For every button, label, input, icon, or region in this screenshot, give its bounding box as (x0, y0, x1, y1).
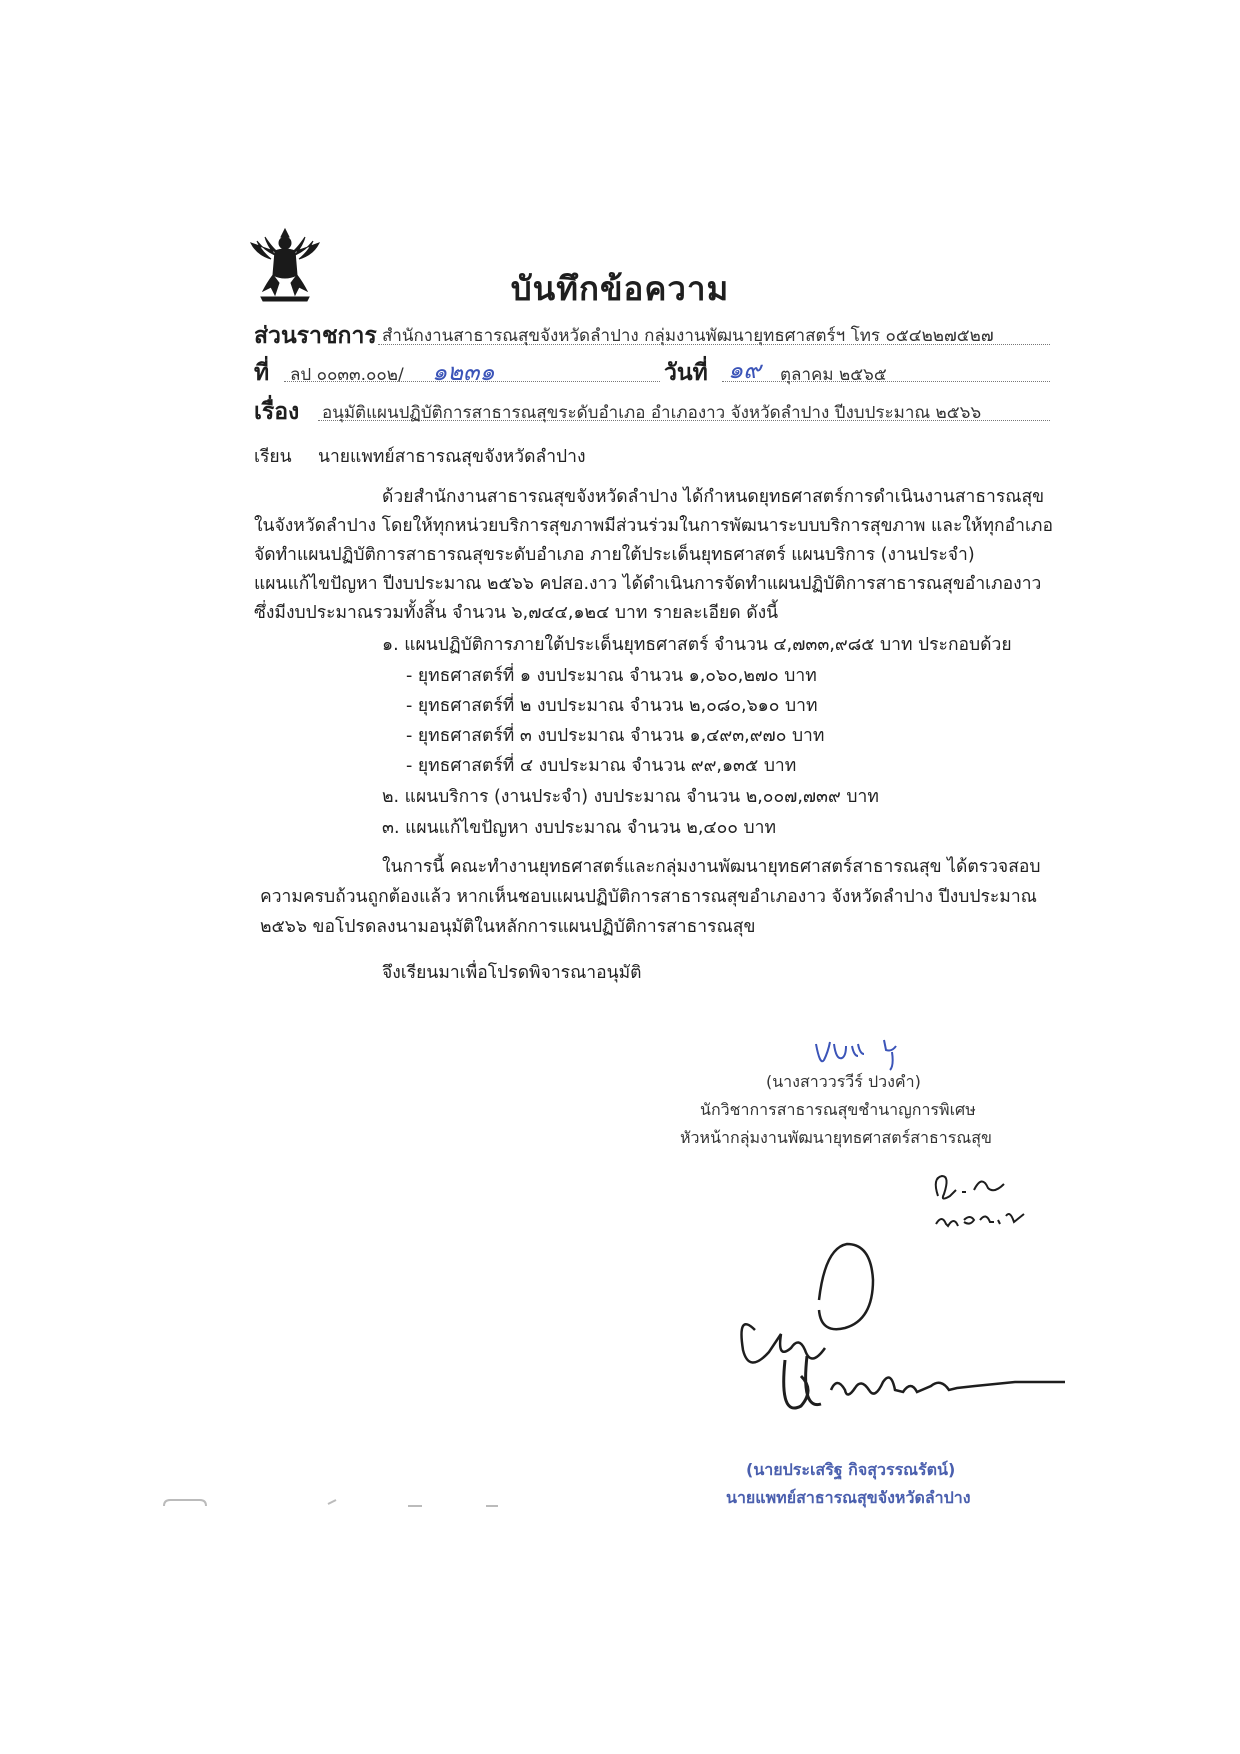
memo-title: บันทึกข้อความ (510, 269, 730, 308)
salutation-label: เรียน (254, 447, 292, 467)
strategy-item: - ยุทธศาสตร์ที่ ๒ งบประมาณ จำนวน ๒,๐๘๐,๖๑๐ บาท (406, 696, 818, 716)
paragraph-2-line: ในการนี้ คณะทำงานยุทธศาสตร์และกลุ่มงานพัฒนายุทธศาสตร์สาธารณสุข ได้ตรวจสอบ (382, 857, 1041, 877)
ref-label: ที่ (254, 360, 270, 386)
strategy-item: - ยุทธศาสตร์ที่ ๑ งบประมาณ จำนวน ๑,๐๖๐,๒๗๐ บาท (406, 666, 817, 686)
plan-item: ๑. แผนปฏิบัติการภายใต้ประเด็นยุทธศาสตร์ จำนวน ๔,๗๓๓,๙๘๕ บาท ประกอบด้วย (382, 635, 1012, 655)
signer-2-name: (นายประเสริฐ กิจสุวรรณรัตน์) (746, 1460, 956, 1479)
salutation-value: นายแพทย์สาธารณสุขจังหวัดลำปาง (318, 447, 586, 467)
signature-1 (812, 1030, 922, 1074)
scan-artifact (160, 1496, 510, 1510)
signer-1-position: นักวิชาการสาธารณสุขชำนาญการพิเศษ (700, 1100, 976, 1119)
agency-label: ส่วนราชการ (254, 323, 377, 349)
plan-item: ๓. แผนแก้ไขปัญหา งบประมาณ จำนวน ๒,๔๐๐ บาท (382, 818, 777, 838)
subject-value: อนุมัติแผนปฏิบัติการสาธารณสุขระดับอำเภอ อำเภองาว จังหวัดลำปาง ปีงบประมาณ ๒๕๖๖ (322, 403, 982, 423)
signer-1-position: หัวหน้ากลุ่มงานพัฒนายุทธศาสตร์สาธารณสุข (680, 1128, 992, 1147)
paragraph-1-line: แผนแก้ไขปัญหา ปีงบประมาณ ๒๕๖๖ คปสอ.งาว ได้ดำเนินการจัดทำแผนปฏิบัติการสาธารณสุขอำเภองาว (254, 574, 1042, 594)
signer-2-position: นายแพทย์สาธารณสุขจังหวัดลำปาง (726, 1488, 971, 1507)
strategy-item: - ยุทธศาสตร์ที่ ๓ งบประมาณ จำนวน ๑,๔๙๓,๙๗๐ บาท (406, 726, 825, 746)
handwritten-annotation (924, 1164, 1034, 1244)
signer-1-name: (นางสาววรวีร์ ปวงคำ) (766, 1072, 921, 1091)
plan-item: ๒. แผนบริการ (งานประจำ) งบประมาณ จำนวน ๒,๐๐๗,๗๓๙ บาท (382, 787, 879, 807)
paragraph-1-line: ในจังหวัดลำปาง โดยให้ทุกหน่วยบริการสุขภาพมีส่วนร่วมในการพัฒนาระบบบริการสุขภาพ และให้ทุกอำเภอ (254, 516, 1053, 536)
paragraph-2-line: ความครบถ้วนถูกต้องแล้ว หากเห็นชอบแผนปฏิบัติการสาธารณสุขอำเภองาว จังหวัดลำปาง ปีงบประมาณ (260, 887, 1037, 907)
date-day-handwritten: ๑๙ (728, 356, 761, 384)
strategy-item: - ยุทธศาสตร์ที่ ๔ งบประมาณ จำนวน ๙๙,๑๓๕ บาท (406, 756, 797, 776)
subject-label: เรื่อง (254, 399, 300, 425)
closing-line: จึงเรียนมาเพื่อโปรดพิจารณาอนุมัติ (382, 963, 642, 983)
date-label: วันที่ (664, 360, 708, 386)
paragraph-1-line: ซึ่งมีงบประมาณรวมทั้งสิ้น จำนวน ๖,๗๔๔,๑๒๔ บาท รายละเอียด ดังนี้ (254, 603, 779, 623)
signature-2 (735, 1240, 1095, 1430)
ref-number-handwritten: ๑๒๓๑ (432, 358, 495, 386)
ref-value: ลป ๐๐๓๓.๐๐๒/ (290, 365, 404, 385)
paragraph-2-line: ๒๕๖๖ ขอโปรดลงนามอนุมัติในหลักการแผนปฏิบัติการสาธารณสุข (260, 917, 756, 937)
paragraph-1-line: ด้วยสำนักงานสาธารณสุขจังหวัดลำปาง ได้กำหนดยุทธศาสตร์การดำเนินงานสาธารณสุข (382, 487, 1045, 507)
date-value: ตุลาคม ๒๕๖๕ (780, 365, 887, 385)
paragraph-1-line: จัดทำแผนปฏิบัติการสาธารณสุขระดับอำเภอ ภายใต้ประเด็นยุทธศาสตร์ แผนบริการ (งานประจำ) (254, 545, 975, 565)
agency-value: สำนักงานสาธารณสุขจังหวัดลำปาง กลุ่มงานพัฒนายุทธศาสตร์ฯ โทร ๐๕๔๒๒๗๕๒๗ (382, 326, 994, 346)
